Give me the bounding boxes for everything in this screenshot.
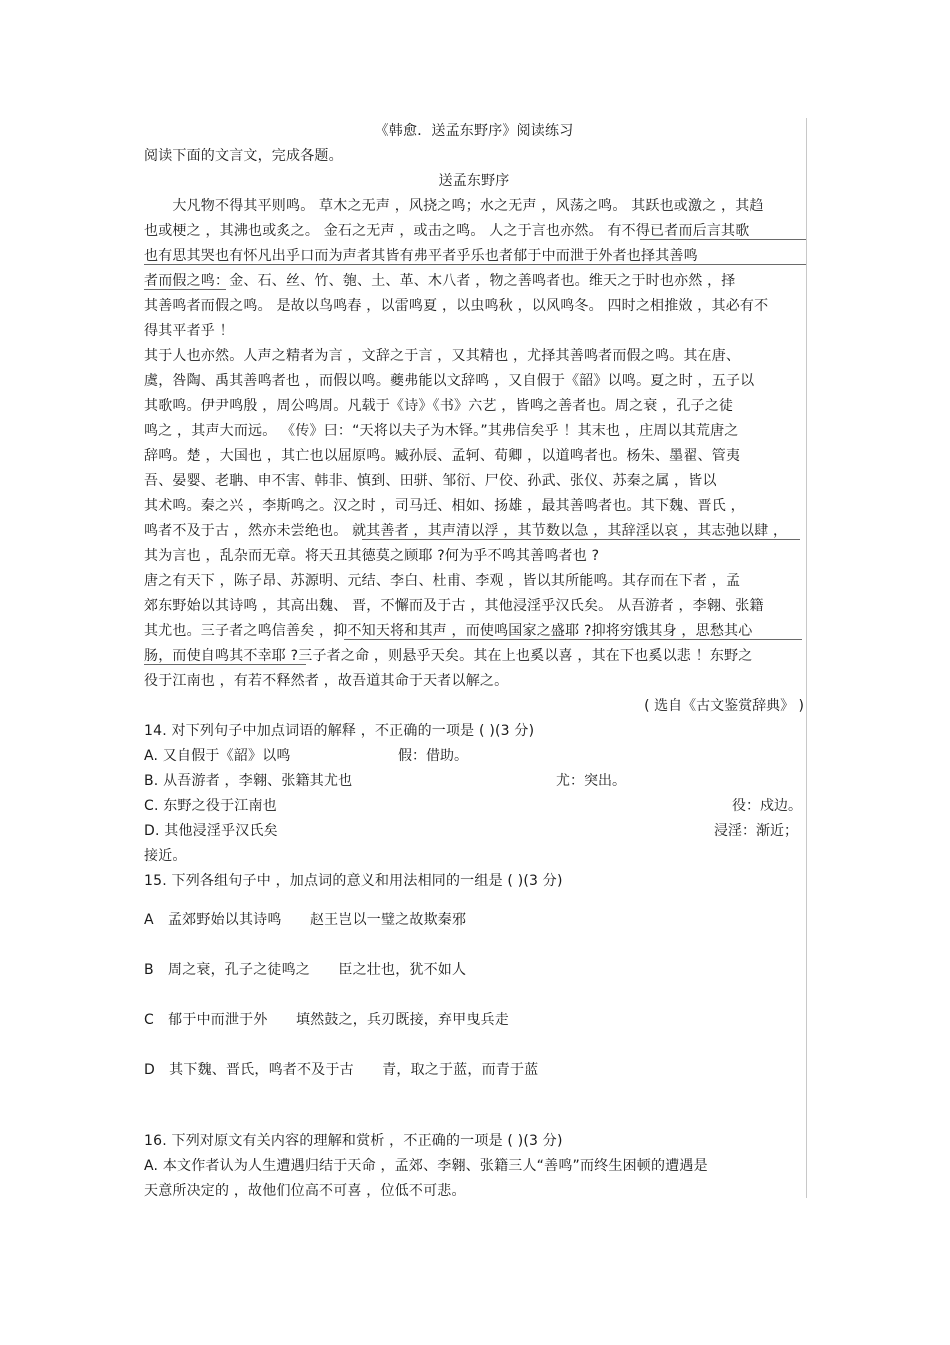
question-15-option-c: C 郁于中而泄于外 填然鼓之，兵刃既接，弃甲曳兵走 — [144, 1012, 509, 1028]
passage-line: 虞，咎陶、禹其善鸣者也 ，而假以鸣。夔弗能以文辞鸣 ，又自假于《韶》以鸣。夏之时 ，五子以 — [144, 373, 755, 389]
passage-line: 其善鸣者而假之鸣。 是故以鸟鸣春 ，以雷鸣夏 ，以虫鸣秋 ，以风鸣冬。 四时之相推敚 ，其必有不 — [144, 298, 769, 314]
passage-line: 其尤也。三子者之鸣信善矣 ，抑不知天将和其声 ，而使鸣国家之盛耶 ?抑将穷饿其身 ，思愁其心 — [144, 623, 753, 639]
translation-underline — [640, 239, 806, 240]
question-15-option-d: D 其下魏、晋氏，鸣者不及于古 青，取之于蓝，而青于蓝 — [144, 1062, 539, 1078]
passage-line: 大凡物不得其平则鸣。 草木之无声 ，风挠之鸣；水之无声 ，风荡之鸣。 其跃也或激之 ，其趋 — [144, 198, 764, 214]
passage-line: 役于江南也 ，有若不释然者 ，故吾道其命于天者以解之。 — [144, 673, 509, 689]
question-15-stem: 15. 下列各组句子中 ，加点词的意义和用法相同的一组是 ( )(3 分) — [144, 873, 563, 889]
question-16-option-a-line: 天意所决定的 ，故他们位高不可喜 ，位低不可悲。 — [144, 1183, 466, 1199]
question-14-stem: 14. 对下列句子中加点词语的解释 ，不正确的一项是 ( )(3 分) — [144, 723, 535, 739]
question-15-option-a: A 孟郊野始以其诗鸣 赵王岂以一璧之故欺秦邪 — [144, 912, 467, 928]
translation-underline — [144, 264, 806, 265]
translation-underline — [144, 664, 306, 665]
question-14-option-d: D. 其他浸淫乎汉氏矣 — [144, 823, 278, 839]
question-14-gloss-a: 假：借助。 — [398, 748, 468, 764]
passage-line: 吾、晏婴、老聃、申不害、韩非、慎到、田骈、邹衍、尸佼、孙武、张仪、苏秦之属 ，皆以 — [144, 473, 717, 489]
question-16-option-a-line: A. 本文作者认为人生遭遇归结于天命 ，孟郊、李翱、张籍三人“善鸣”而终生困顿的遭遇是 — [144, 1158, 708, 1174]
passage-line: 辞鸣。楚 ，大国也 ，其亡也以屈原鸣。臧孙辰、孟轲、荀卿 ，以道鸣者也。杨朱、墨翟、管夷 — [144, 448, 741, 464]
question-14-gloss-d: 浸淫：渐近； — [714, 823, 798, 839]
question-14-wrap: 接近。 — [144, 848, 187, 864]
question-14-gloss-c: 役：戍边。 — [732, 798, 802, 814]
passage-line: 者而假之鸣：金、石、丝、竹、匏、土、革、木八者 ，物之善鸣者也。维天之于时也亦然 ，择 — [144, 273, 736, 289]
passage-line: 也有思其哭也有怀凡出乎口而为声者其皆有弗平者乎乐也者郁于中而泄于外者也择其善鸣 — [144, 248, 698, 264]
question-14-option-a: A. 又自假于《韶》以鸣 — [144, 748, 291, 764]
question-16-stem: 16. 下列对原文有关内容的理解和赏析 ，不正确的一项是 ( )(3 分) — [144, 1133, 563, 1149]
passage-title: 送孟东野序 — [438, 173, 510, 189]
passage-line: 其于人也亦然。人声之精者为言 ，文辞之于言 ，又其精也 ，尤择其善鸣者而假之鸣。其在唐、 — [144, 348, 741, 364]
instruction-text: 阅读下面的文言文，完成各题。 — [144, 148, 343, 164]
passage-line: 得其平者乎 ！ — [144, 323, 234, 339]
document-title: 《韩愈．送孟东野序》阅读练习 — [374, 123, 574, 139]
passage-line: 其术鸣。秦之兴 ，李斯鸣之。汉之时 ，司马迁、相如、扬雄 ，最其善鸣者也。其下魏、晋氏 ， — [144, 498, 745, 514]
passage-source: ( 选自《古文鉴赏辞典》 ) — [644, 698, 804, 714]
translation-underline — [362, 539, 800, 540]
passage-line: 其歌鸣。伊尹鸣殷 ，周公鸣周。凡载于《诗》《书》六艺 ，皆鸣之善者也。周之衰 ，孔子之徒 — [144, 398, 734, 414]
passage-line: 也或梗之 ，其沸也或炙之。 金石之无声 ，或击之鸣。 人之于言也亦然。 有不得已者而后言其歌 — [144, 223, 750, 239]
passage-line: 鸣之 ，其声大而远。 《传》曰：“天将以夫子为木铎。”其弗信矣乎 ！其末也 ，庄周以其荒唐之 — [144, 423, 739, 439]
passage-line: 郊东野始以其诗鸣 ，其高出魏、 晋，不懈而及于古 ，其他浸淫乎汉氏矣。 从吾游者 ，李翱、张籍 — [144, 598, 764, 614]
question-14-option-b: B. 从吾游者 ，李翱、张籍其尤也 — [144, 773, 353, 789]
translation-underline — [144, 289, 226, 290]
page-margin-line — [806, 118, 807, 1198]
translation-underline — [344, 639, 802, 640]
question-15-option-b: B 周之衰，孔子之徒鸣之 臣之壮也，犹不如人 — [144, 962, 467, 978]
question-14-option-c: C. 东野之役于江南也 — [144, 798, 277, 814]
passage-line: 唐之有天下 ，陈子昂、苏源明、元结、李白、杜甫、李观 ，皆以其所能鸣。其存而在下者 ，孟 — [144, 573, 741, 589]
passage-line: 鸣者不及于古 ，然亦未尝绝也。 就其善者 ，其声清以浮 ，其节数以急 ，其辞淫以哀 ，其志弛以肆 ， — [144, 523, 788, 539]
passage-line: 肠，而使自鸣其不幸耶 ?三子者之命 ，则悬乎天矣。其在上也奚以喜 ，其在下也奚以悲 ！东野之 — [144, 648, 753, 664]
passage-line: 其为言也 ，乱杂而无章。将天丑其德莫之顾耶 ?何为乎不鸣其善鸣者也 ? — [144, 548, 600, 564]
question-14-gloss-b: 尤：突出。 — [556, 773, 626, 789]
